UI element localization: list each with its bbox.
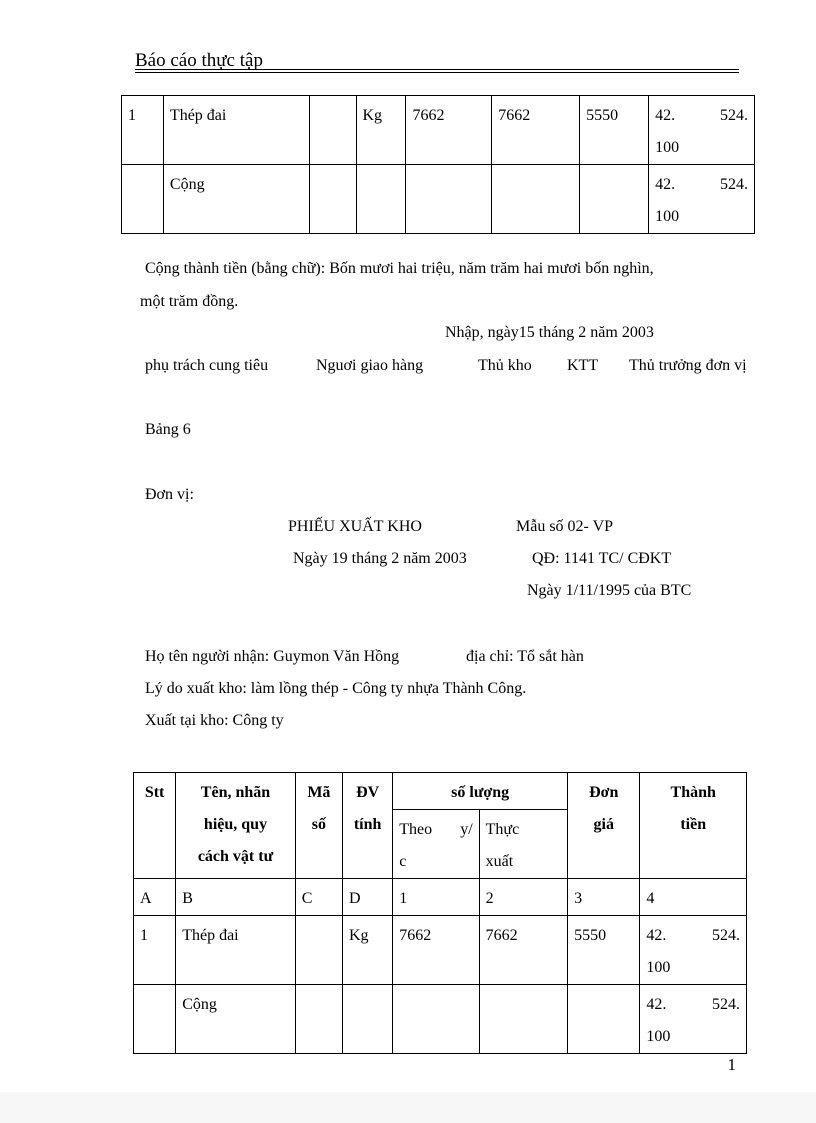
- header-rule: [135, 72, 739, 73]
- signature-supply-manager: phụ trách cung tiêu: [145, 357, 269, 374]
- cell-amount: 42. 524. 100: [640, 985, 747, 1054]
- code-cell: 1: [393, 879, 479, 916]
- signature-deliverer: Nguơi giao hàng: [316, 357, 424, 374]
- cell-amount: 42. 524. 100: [640, 916, 747, 985]
- cell-name: Cộng: [176, 985, 296, 1054]
- page-bottom-band: [0, 1092, 816, 1123]
- code-cell: 2: [479, 879, 567, 916]
- header-rule: [135, 69, 739, 70]
- form-title: PHIẾU XUẤT KHO: [288, 518, 422, 535]
- unit-label: Đơn vị:: [145, 486, 194, 503]
- receiver-name: Họ tên người nhận: Guymon Văn Hồng: [145, 648, 400, 665]
- code-cell: C: [295, 879, 342, 916]
- form-date: Ngày 19 tháng 2 năm 2003: [293, 550, 467, 567]
- cell-code: [295, 916, 342, 985]
- cell-name: Thép đai: [176, 916, 296, 985]
- total-in-words-line2: một trăm đồng.: [140, 293, 239, 310]
- cell-stt: [122, 165, 164, 234]
- total-in-words-line1: Cộng thành tiền (bằng chữ): Bốn mươi hai triệu, năm trăm hai mươi bốn nghìn,: [145, 260, 654, 277]
- cell-qty-requested: 7662: [406, 96, 492, 165]
- cell-qty-actual: [492, 165, 580, 234]
- table-header-row: [134, 773, 747, 810]
- cell-qty-actual: 7662: [492, 96, 580, 165]
- cell-unit: Kg: [343, 916, 393, 985]
- decision-date: Ngày 1/11/1995 của BTC: [527, 582, 692, 599]
- code-cell: 3: [568, 879, 640, 916]
- export-warehouse: Xuất tại kho: Công ty: [145, 712, 284, 729]
- header-quantity: số lượng: [393, 773, 568, 810]
- table-row-total: [134, 985, 747, 1054]
- receipt-table-continuation: [121, 95, 755, 234]
- table-label: Bảng 6: [145, 421, 191, 438]
- import-date: Nhập, ngày15 tháng 2 năm 2003: [445, 324, 654, 341]
- cell-code: [295, 985, 342, 1054]
- cell-amount: 42. 524. 100: [649, 165, 755, 234]
- signature-chief-accountant: KTT: [567, 357, 599, 374]
- cell-unit-price: 5550: [580, 96, 649, 165]
- code-cell: D: [343, 879, 393, 916]
- header-qty-actual: Thực xuất: [479, 810, 567, 879]
- receiver-address: địa chỉ: Tổ sắt hàn: [466, 648, 584, 665]
- cell-name: Thép đai: [163, 96, 309, 165]
- page-number: 1: [727, 1055, 736, 1074]
- signature-storekeeper: Thủ kho: [478, 357, 532, 374]
- header-item-name: Tên, nhãn hiệu, quy cách vật tư: [176, 773, 296, 879]
- header-stt: Stt: [134, 773, 176, 879]
- header-code: Mã số: [295, 773, 342, 879]
- cell-qty-actual: 7662: [479, 916, 567, 985]
- cell-qty-requested: 7662: [393, 916, 479, 985]
- table-row: [122, 96, 755, 165]
- cell-unit-price: [568, 985, 640, 1054]
- table-row: [134, 916, 747, 985]
- header-unit: ĐV tính: [343, 773, 393, 879]
- cell-qty-requested: [393, 985, 479, 1054]
- header-unit-price: Đơn giá: [568, 773, 640, 879]
- cell-unit-price: [580, 165, 649, 234]
- export-reason: Lý do xuất kho: làm lồng thép - Công ty nhựa Thành Công.: [145, 680, 527, 697]
- cell-name: Cộng: [163, 165, 309, 234]
- header-qty-requested: Theo y/ c: [393, 810, 479, 879]
- export-slip-table: [133, 772, 747, 1054]
- decision-number: QĐ: 1141 TC/ CĐKT: [532, 550, 672, 567]
- code-cell: 4: [640, 879, 747, 916]
- form-code: Mẫu số 02- VP: [516, 518, 614, 535]
- code-cell: A: [134, 879, 176, 916]
- table-row-total: [122, 165, 755, 234]
- cell-stt: [134, 985, 176, 1054]
- cell-amount: 42. 524. 100: [649, 96, 755, 165]
- table-code-row: [134, 879, 747, 916]
- header-amount: Thành tiền: [640, 773, 747, 879]
- cell-stt: 1: [122, 96, 164, 165]
- cell-code: [309, 165, 356, 234]
- cell-unit: [343, 985, 393, 1054]
- cell-code: [309, 96, 356, 165]
- cell-qty-actual: [479, 985, 567, 1054]
- cell-unit-price: 5550: [568, 916, 640, 985]
- cell-qty-requested: [406, 165, 492, 234]
- code-cell: B: [176, 879, 296, 916]
- page-header-title: Báo cáo thực tập: [135, 50, 263, 71]
- cell-unit: Kg: [356, 96, 406, 165]
- cell-unit: [356, 165, 406, 234]
- cell-stt: 1: [134, 916, 176, 985]
- signature-unit-head: Thủ trưởng đơn vị: [629, 357, 747, 374]
